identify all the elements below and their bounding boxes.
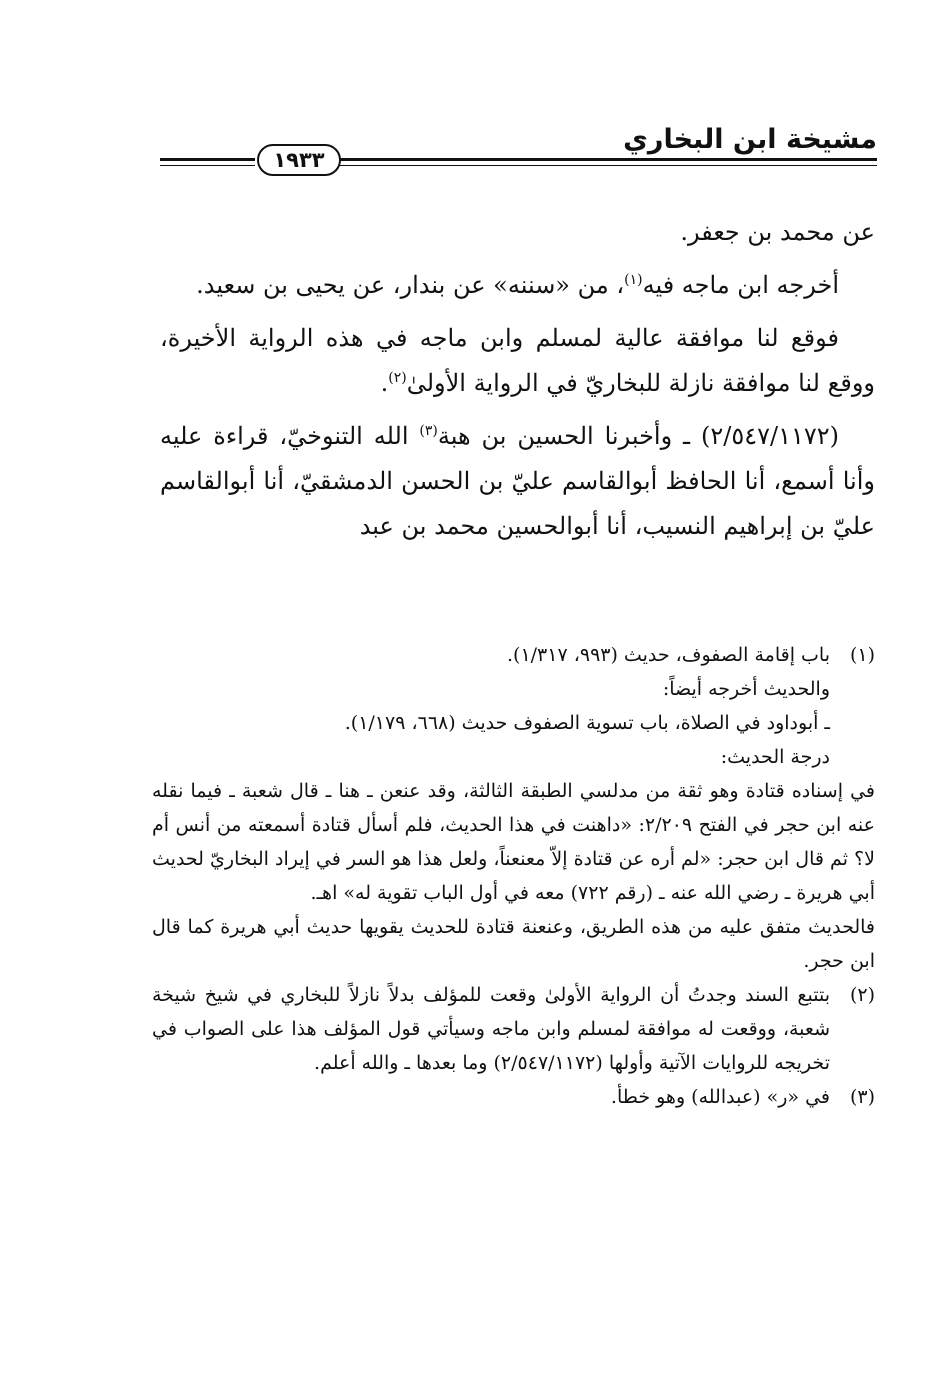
footnote-line: فالحديث متفق عليه من هذه الطريق، وعنعنة قتادة للحديث يقويها حديث أبي هريرة كما قال ابن حجر. [152, 916, 875, 972]
footnote-number: (٢) [849, 984, 875, 1006]
page-number: ١٩٣٣ [257, 144, 341, 176]
footnote-ref-3: (٣) [419, 423, 438, 439]
paragraph-1 [160, 210, 875, 255]
main-text [160, 210, 875, 557]
header-rule-right-thin [340, 165, 877, 166]
footnote-number: (٣) [849, 1086, 875, 1108]
header-rule-right-thick [340, 158, 877, 161]
footnote-line: ـ أبوداود في الصلاة، باب تسوية الصفوف حديث (٦٦٨، ١/١٧٩). [344, 712, 830, 734]
paragraph-1-text: عن محمد بن جعفر. [680, 218, 875, 246]
footnote-number: (١) [849, 644, 875, 666]
footnote-3 [152, 1080, 875, 1114]
footnote-line: والحديث أخرجه أيضاً: [662, 678, 830, 700]
paragraph-2 [160, 263, 875, 308]
paragraph-2-text-b: ، من «سننه» عن بندار، عن يحيى بن سعيد. [196, 271, 625, 299]
footnote-text: بتتبع السند وجدتُ أن الرواية الأولىٰ وقعت للمؤلف بدلاً نازلاً للبخاري في شيخ شيخة شعبة، ووقعت له موافقة لمسلم وابن ماجه وسيأتي قول المؤلف هذا على الصواب في تخريجه للروايات الآتية وأولها (٢/٥٤٧/١١٧٢) وما بعدها ـ والله أعلم. [152, 984, 830, 1074]
paragraph-3-end: . [380, 369, 389, 397]
paragraph-3-line-2: ووقع لنا موافقة نازلة للبخاريّ في الرواية الأولىٰ [406, 369, 875, 397]
paragraph-3-line-1: فوقع لنا موافقة عالية لمسلم وابن ماجه في هذه الرواية الأخيرة، [160, 324, 839, 352]
paragraph-4-text-a: (٢/٥٤٧/١١٧٢) ـ وأخبرنا الحسين بن هبة [437, 422, 840, 450]
page-header [160, 118, 877, 188]
book-title: مشيخة ابن البخاري [623, 124, 877, 155]
footnote-2 [152, 978, 875, 1080]
header-rule-left-thin [160, 165, 255, 166]
footnotes [152, 638, 875, 1114]
paragraph-3 [160, 316, 875, 406]
footnote-ref-2: (٢) [388, 370, 407, 386]
paragraph-2-text-a: أخرجه ابن ماجه فيه [642, 271, 839, 299]
footnote-ref-1: (١) [624, 272, 643, 288]
paragraph-4-text-b: الله التنوخيّ، قراءة عليه وأنا أسمع، أنا الحافظ أبوالقاسم عليّ بن الحسن الدمشقيّ، أنا أبوالقاسم عليّ بن إبراهيم النسيب، أنا أبوالحسين محمد بن عبد [160, 422, 875, 540]
footnote-line: في إسناده قتادة وهو ثقة من مدلسي الطبقة الثالثة، وقد عنعن ـ هنا ـ قال شعبة ـ فيما نقله عنه ابن حجر في الفتح ٢/٢٠٩: «داهنت في هذا الحديث، فلم أسأل قتادة أسمعته من أنس أم لا؟ ثم قال ابن حجر: «لم أره عن قتادة إلاّ معنعناً، ولعل هذا هو السر في إيراد البخاريّ لحديث أبي هريرة ـ رضي الله عنه ـ (رقم ٧٢٢) معه في أول الباب تقوية له» اهـ. [152, 780, 875, 904]
footnote-line: باب إقامة الصفوف، حديث (٩٩٣، ١/٣١٧). [507, 644, 830, 666]
footnote-1 [152, 638, 875, 978]
header-rule-left-thick [160, 158, 255, 161]
footnote-text: في «ر» (عبدالله) وهو خطأ. [610, 1086, 830, 1108]
footnote-line: درجة الحديث: [720, 746, 830, 768]
paragraph-4 [160, 414, 875, 549]
